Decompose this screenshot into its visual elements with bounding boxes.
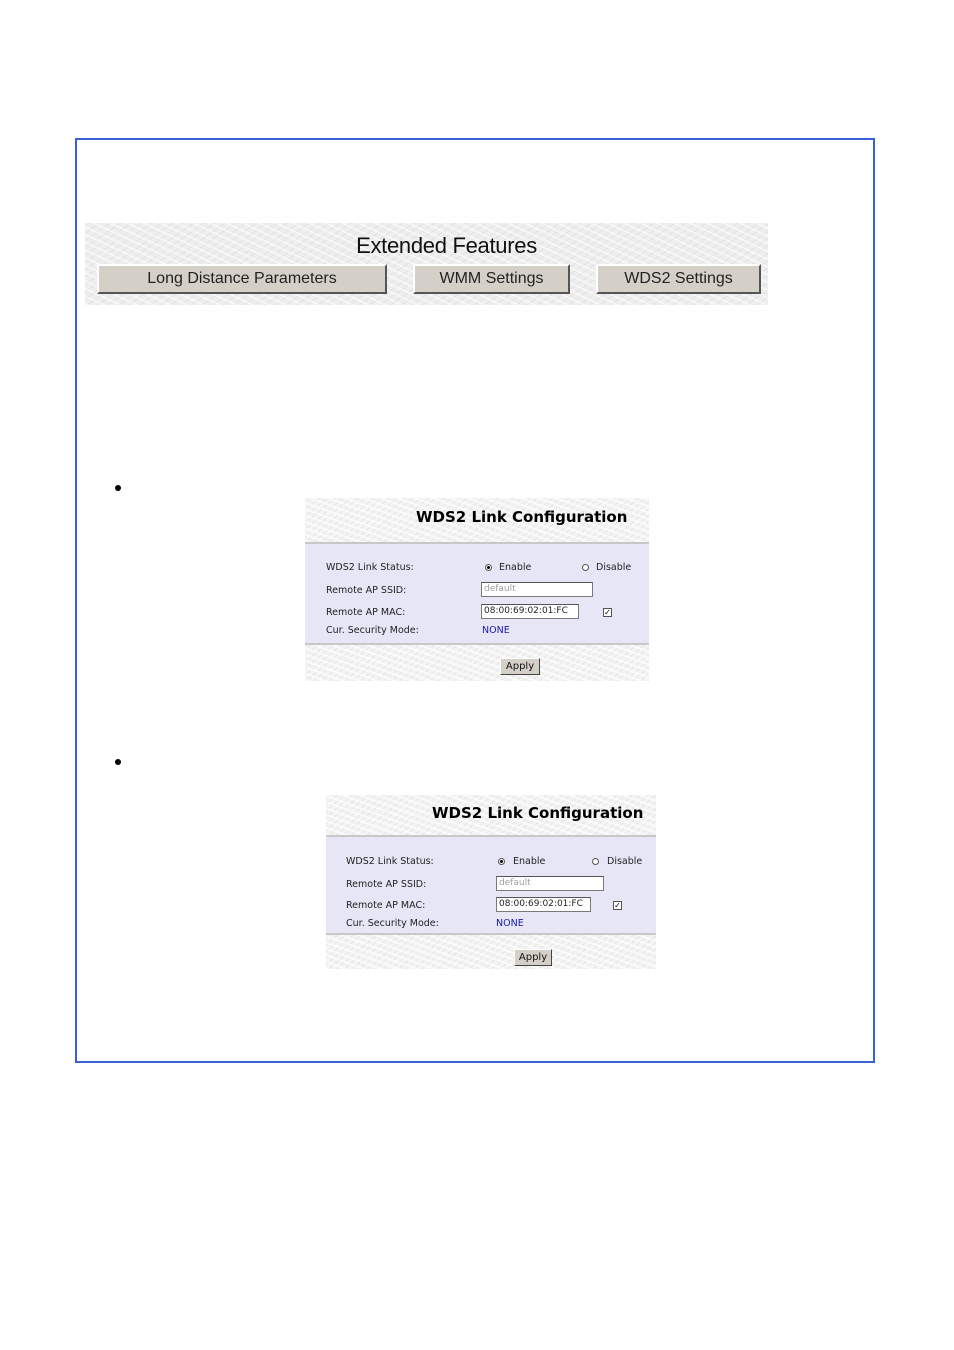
panel-title: WDS2 Link Configuration <box>432 804 644 822</box>
panel-body <box>305 544 649 643</box>
apply-button[interactable]: Apply <box>514 949 552 966</box>
security-mode-label: Cur. Security Mode: <box>326 625 419 636</box>
enable-radio[interactable] <box>485 564 492 571</box>
panel-body <box>326 837 656 933</box>
extended-features-panel <box>85 223 768 305</box>
disable-label: Disable <box>607 856 643 867</box>
wds2-link-config-panel <box>326 795 656 969</box>
panel-header <box>305 498 649 544</box>
enable-radio[interactable] <box>498 858 505 865</box>
remote-mac-input[interactable]: 08:00:69:02:01:FC <box>496 897 591 912</box>
apply-button[interactable]: Apply <box>500 658 540 675</box>
remote-mac-label: Remote AP MAC: <box>326 607 406 618</box>
panel-footer <box>305 643 649 681</box>
disable-radio[interactable] <box>592 858 599 865</box>
link-status-label: WDS2 Link Status: <box>346 856 434 867</box>
security-mode-value: NONE <box>496 918 524 929</box>
remote-ssid-label: Remote AP SSID: <box>326 585 407 596</box>
panel-footer <box>326 933 656 969</box>
mac-enable-checkbox[interactable]: ✓ <box>614 901 621 910</box>
panel-header <box>326 795 656 837</box>
enable-label: Enable <box>513 856 546 867</box>
disable-label: Disable <box>596 562 632 573</box>
bullet-point <box>115 759 121 765</box>
remote-mac-input[interactable]: 08:00:69:02:01:FC <box>481 604 579 619</box>
enable-label: Enable <box>499 562 532 573</box>
mac-enable-checkbox[interactable]: ✓ <box>604 608 611 617</box>
link-status-label: WDS2 Link Status: <box>326 562 414 573</box>
wds2-link-config-panel <box>305 498 649 681</box>
security-mode-label: Cur. Security Mode: <box>346 918 439 929</box>
bullet-point <box>115 485 121 491</box>
wmm-settings-button[interactable]: WMM Settings <box>413 264 570 294</box>
disable-radio[interactable] <box>582 564 589 571</box>
remote-mac-label: Remote AP MAC: <box>346 900 426 911</box>
long-distance-parameters-button[interactable]: Long Distance Parameters <box>97 264 387 294</box>
extended-features-title: Extended Features <box>356 233 537 258</box>
panel-title: WDS2 Link Configuration <box>416 508 628 526</box>
remote-ssid-label: Remote AP SSID: <box>346 879 427 890</box>
wds2-settings-button[interactable]: WDS2 Settings <box>596 264 761 294</box>
remote-ssid-input[interactable]: default <box>496 876 604 891</box>
remote-ssid-input[interactable]: default <box>481 582 593 597</box>
security-mode-value: NONE <box>482 625 510 636</box>
